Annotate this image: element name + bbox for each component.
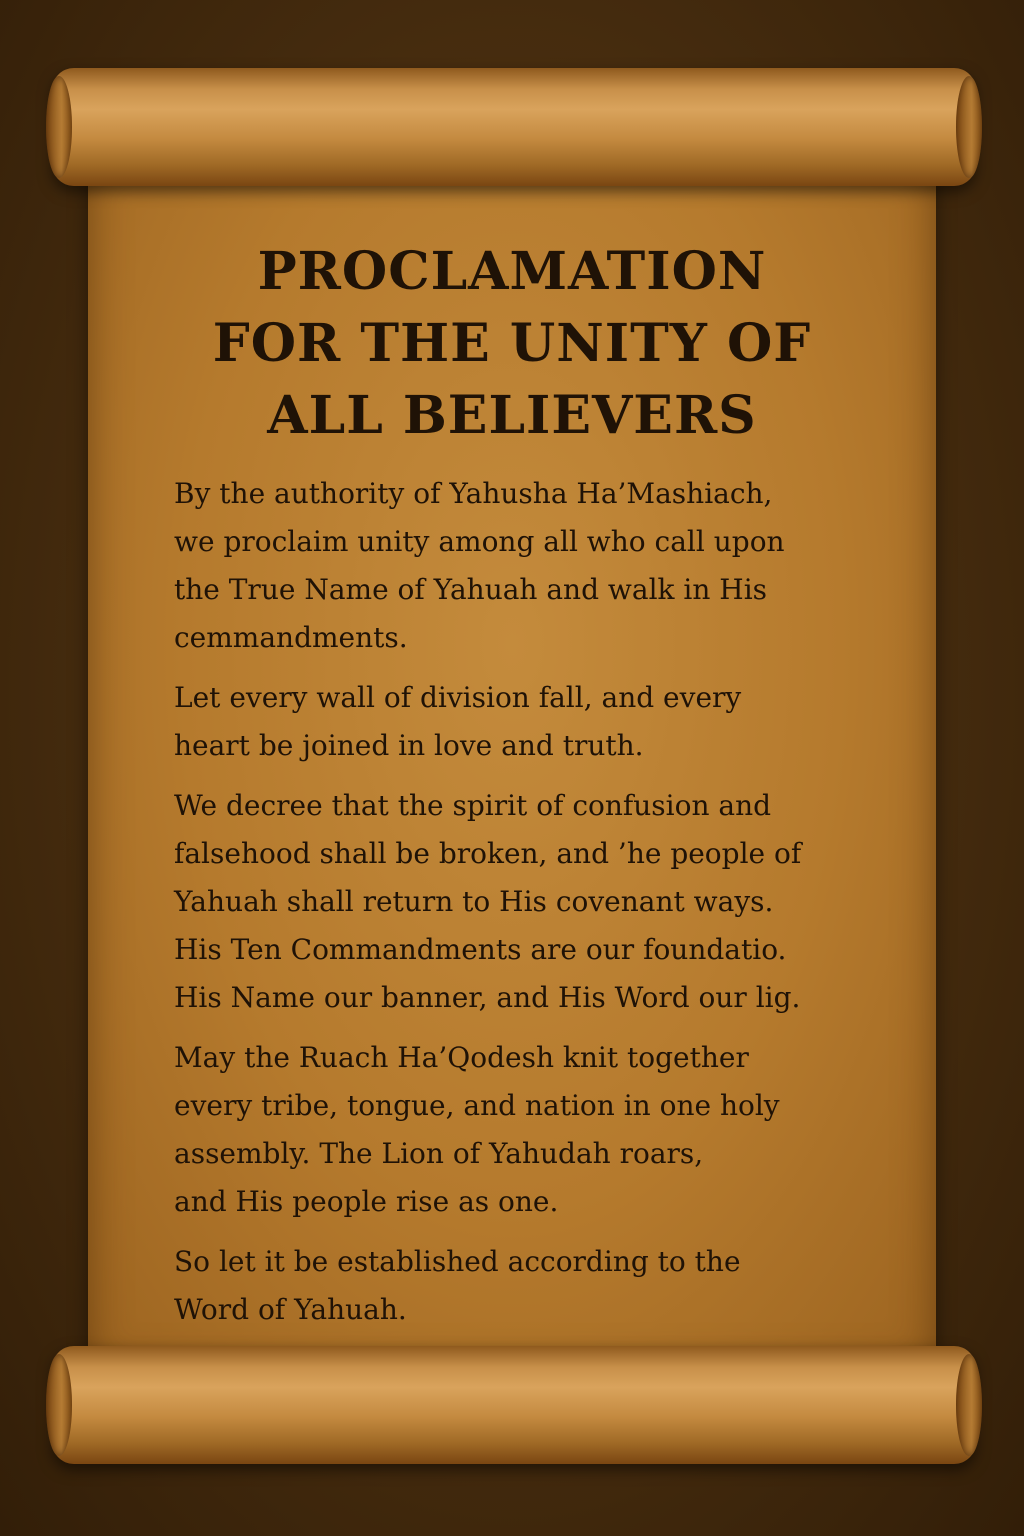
text-line: heart be joined in love and truth. [174,729,644,762]
text-line: falsehood shall be broken, and ’he people of [174,837,802,870]
text-line: we proclaim unity among all who call upon [174,525,785,558]
text-line: Yahuah shall return to His covenant ways. [174,885,774,918]
text-line: By the authority of Yahusha Ha’Mashiach, [174,477,773,510]
text-line: His Name our banner, and His Word our lig. [174,981,801,1014]
paragraph-ruach [174,1034,914,1226]
scroll-top-roller [52,68,976,186]
paragraph-closing [174,1238,914,1334]
proclamation-text [174,470,914,1346]
proclamation-title [88,236,936,452]
text-line: May the Ruach Ha’Qodesh knit together [174,1041,749,1074]
text-line: and His people rise as one. [174,1185,559,1218]
text-line: Let every wall of division fall, and every [174,681,742,714]
roller-end-right [956,1354,982,1456]
paragraph-division [174,674,914,770]
roller-end-left [46,76,72,178]
text-line: the True Name of Yahuah and walk in His [174,573,768,606]
title-line: FOR THE UNITY OF [212,313,812,374]
paragraph-decree [174,782,914,1022]
text-line: His Ten Commandments are our foundatio. [174,933,787,966]
title-line: PROCLAMATION [257,241,767,302]
text-line: assembly. The Lion of Yahudah roars, [174,1137,704,1170]
text-line: cemmandments. [174,621,408,654]
paragraph-authority [174,470,914,662]
text-line: Word of Yahuah. [174,1293,407,1326]
scroll-bottom-roller [52,1346,976,1464]
text-line: So let it be established according to the [174,1245,741,1278]
roller-end-right [956,76,982,178]
text-line: We decree that the spirit of confusion and [174,789,772,822]
text-line: every tribe, tongue, and nation in one holy [174,1089,780,1122]
roller-end-left [46,1354,72,1456]
title-line: ALL BELIEVERS [267,385,757,446]
